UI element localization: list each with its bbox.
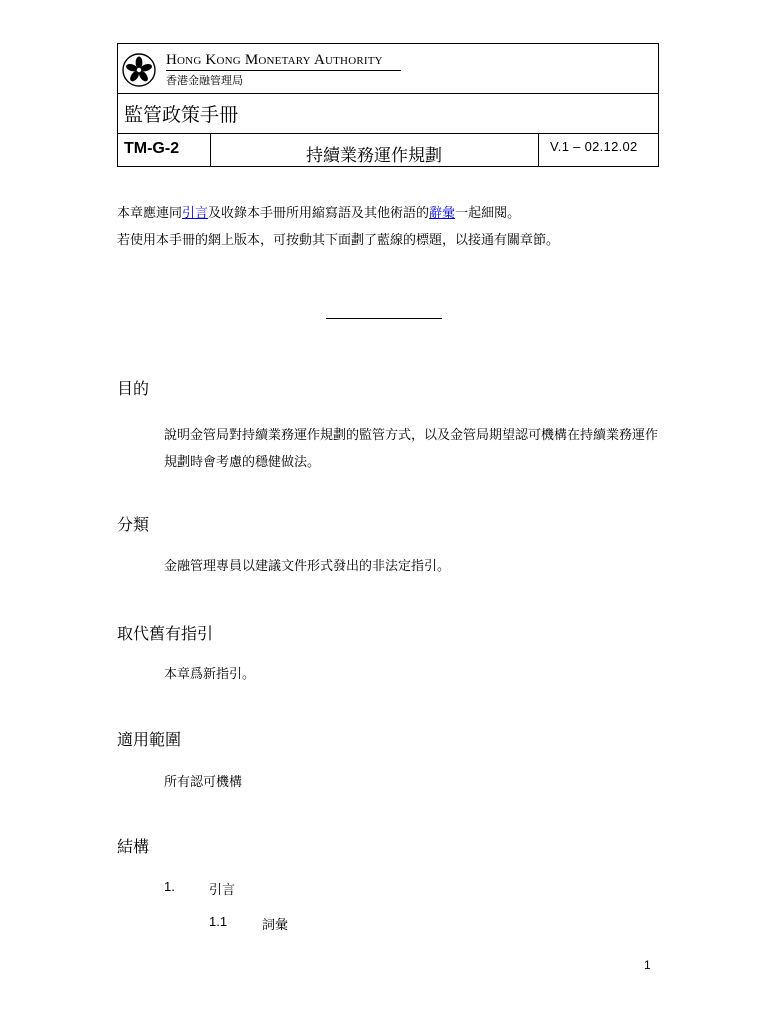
superseded-guideline-text: 本章爲新指引。: [164, 667, 256, 682]
manual-title-row: [118, 93, 658, 134]
structure-item-introduction[interactable]: 引言: [209, 883, 236, 898]
section-divider: [326, 318, 442, 319]
scope-heading: 適用範圍: [117, 730, 182, 749]
intro-text-after: 一起細閱。: [455, 206, 521, 221]
introduction-link[interactable]: 引言: [182, 206, 209, 221]
structure-subitem-glossary[interactable]: 詞彙: [262, 918, 289, 933]
classification-heading: 分類: [117, 515, 150, 534]
classification-text: 金融管理專員以建議文件形式發出的非法定指引。: [164, 559, 451, 574]
intro-line-2: 若使用本手冊的網上版本，可按動其下面劃了藍線的標題，以接通有關章節。: [117, 233, 560, 248]
superseded-guideline-heading: 取代舊有指引: [117, 624, 214, 643]
document-header: [117, 43, 659, 167]
scope-text: 所有認可機構: [164, 775, 243, 790]
module-code: TM-G-2: [124, 140, 180, 157]
purpose-heading: 目的: [117, 379, 150, 398]
page-number: 1: [644, 958, 651, 972]
intro-text-middle: 及收錄本手冊所用縮寫語及其他術語的: [208, 206, 430, 221]
organization-underline: [166, 70, 401, 71]
intro-text-before: 本章應連同: [117, 206, 183, 221]
structure-subitem-number: 1.1: [209, 914, 228, 929]
version-date: V.1 – 02.12.02: [550, 139, 638, 154]
intro-line-1: [117, 200, 662, 227]
manual-title: 監管政策手冊: [124, 104, 239, 126]
chapter-info-row: [118, 133, 658, 167]
intro-paragraph: [117, 200, 662, 254]
purpose-text: 說明金管局對持續業務運作規劃的監管方式，以及金管局期望認可機構在持續業務運作規劃時會考慮的穩健做法。: [164, 428, 659, 470]
chapter-title: 持續業務運作規劃: [306, 146, 442, 166]
organization-row: [118, 44, 658, 94]
organization-name-zh: 香港金融管理局: [166, 74, 243, 87]
organization-name-en: Hong Kong Monetary Authority: [166, 52, 383, 68]
structure-heading: 結構: [117, 837, 150, 856]
bauhinia-emblem-icon: [122, 53, 156, 87]
chapter-title-cell: [210, 133, 539, 167]
structure-item-number: 1.: [164, 879, 175, 894]
module-code-cell: [118, 133, 211, 167]
glossary-link[interactable]: 辭彙: [429, 206, 456, 221]
